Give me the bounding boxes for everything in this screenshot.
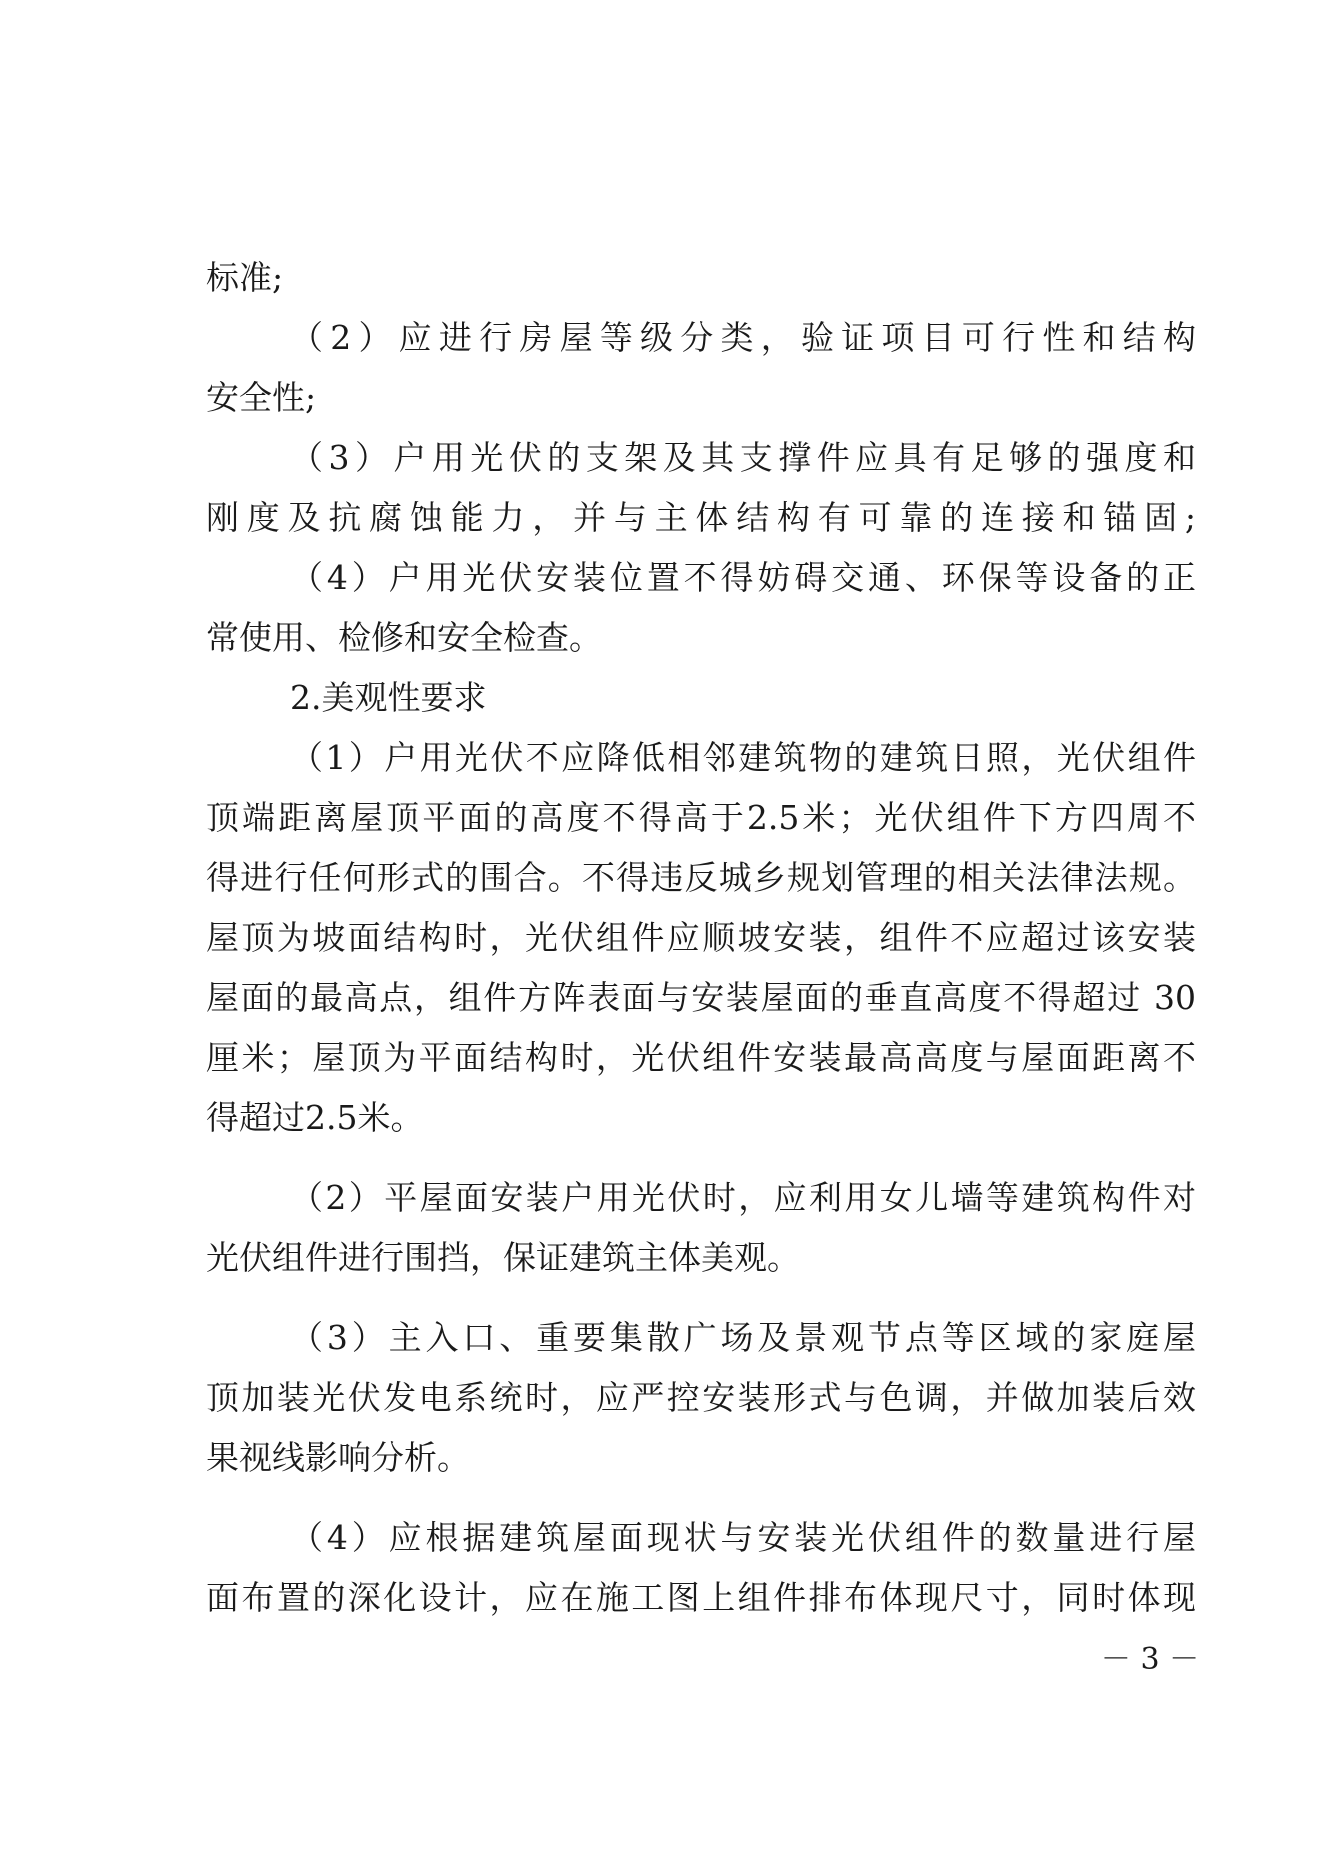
text-line: （4）应根据建筑屋面现状与安装光伏组件的数量进行屋 [290, 1518, 1196, 1557]
text-line: 厘米；屋顶为平面结构时，光伏组件安装最高高度与屋面距离不 [206, 1038, 1196, 1077]
text-line: 安全性; [206, 378, 317, 417]
text-line: （2）应进行房屋等级分类，验证项目可行性和结构 [290, 318, 1196, 357]
text-line: 屋顶为坡面结构时，光伏组件应顺坡安装，组件不应超过该安装 [206, 918, 1196, 957]
text-line: 面布置的深化设计，应在施工图上组件排布体现尺寸，同时体现 [206, 1578, 1196, 1617]
text-line: 得进行任何形式的围合。不得违反城乡规划管理的相关法律法规。 [206, 858, 1196, 897]
text-line: 标准; [206, 258, 284, 297]
page-number: － 3 － [1100, 1642, 1200, 1677]
text-line: （3）户用光伏的支架及其支撑件应具有足够的强度和 [290, 438, 1196, 477]
text-line: 果视线影响分析。 [206, 1438, 470, 1477]
text-line: 光伏组件进行围挡，保证建筑主体美观。 [206, 1238, 800, 1277]
text-line: 刚度及抗腐蚀能力，并与主体结构有可靠的连接和锚固; [206, 498, 1196, 537]
text-line: 常使用、检修和安全检查。 [206, 618, 602, 657]
text-line: 得超过2.5米。 [206, 1098, 424, 1137]
text-line: （2）平屋面安装户用光伏时，应利用女儿墙等建筑构件对 [290, 1178, 1196, 1217]
text-line: （4）户用光伏安装位置不得妨碍交通、环保等设备的正 [290, 558, 1196, 597]
section-heading: 2.美观性要求 [290, 678, 487, 717]
text-line: （1）户用光伏不应降低相邻建筑物的建筑日照，光伏组件 [290, 738, 1196, 777]
text-line: （3）主入口、重要集散广场及景观节点等区域的家庭屋 [290, 1318, 1196, 1357]
text-line: 屋面的最高点，组件方阵表面与安装屋面的垂直高度不得超过 30 [206, 978, 1196, 1017]
text-line: 顶端距离屋顶平面的高度不得高于2.5米；光伏组件下方四周不 [206, 798, 1196, 837]
text-line: 顶加装光伏发电系统时，应严控安装形式与色调，并做加装后效 [206, 1378, 1196, 1417]
